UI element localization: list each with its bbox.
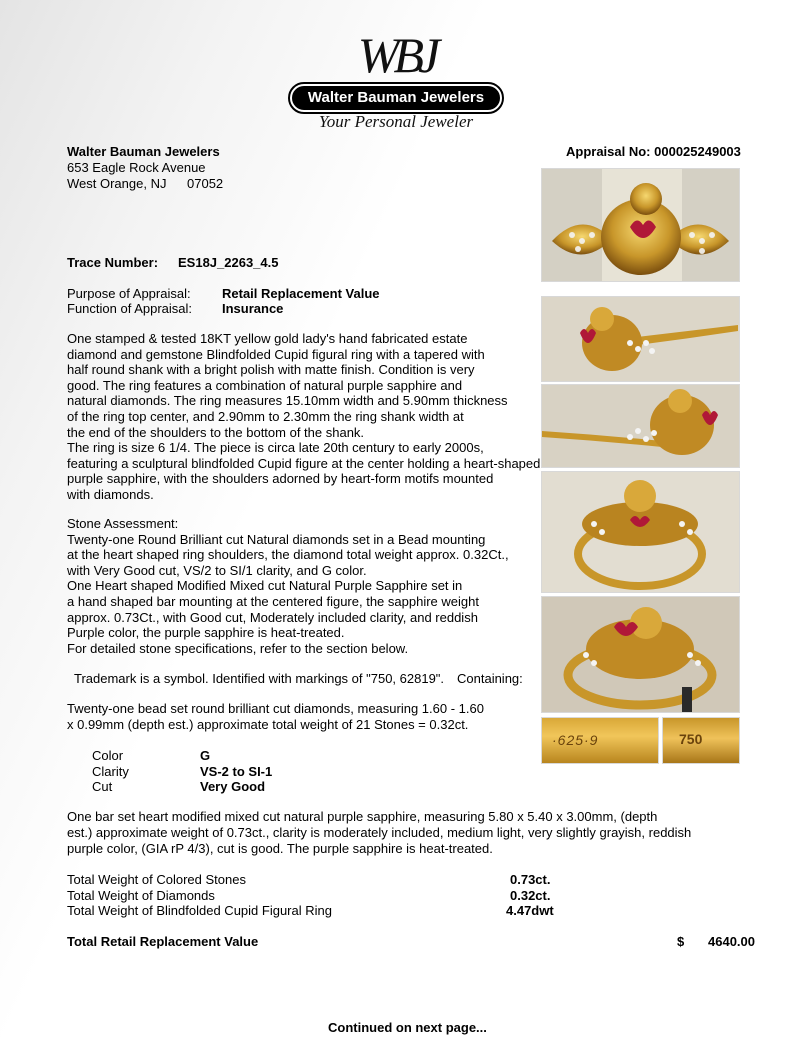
company-city-state: West Orange, NJ — [67, 176, 167, 191]
grade-value-color: G — [200, 748, 211, 763]
description-line: of the ring top center, and 2.90mm to 2.30mm the ring shank width at — [67, 408, 464, 424]
description-line: The ring is size 6 1/4. The piece is circa late 20th century to early 2000s, — [67, 440, 484, 456]
ring-top-illustration — [542, 472, 739, 592]
function-value: Insurance — [222, 301, 284, 316]
trace-label: Trace Number: — [67, 255, 159, 270]
sapphire-line: purple color, (GIA rP 4/3), cut is good. The purple sapphire is heat-treated. — [67, 841, 493, 856]
logo-name-bar: Walter Bauman Jewelers — [290, 84, 502, 112]
hallmark-photo-right — [662, 717, 740, 764]
logo-tagline: Your Personal Jeweler — [318, 112, 474, 131]
ring-front-illustration — [542, 169, 739, 281]
retail-value-label: Total Retail Replacement Value — [67, 934, 259, 949]
company-logo — [288, 28, 504, 136]
ring-description — [67, 331, 547, 503]
retail-currency: $ — [677, 934, 685, 949]
ring-photo-front — [541, 168, 740, 282]
total-colored-stones-label: Total Weight of Colored Stones — [67, 872, 246, 887]
ring-angled-illustration — [542, 597, 739, 712]
continued-notice: Continued on next page... — [328, 1020, 487, 1035]
logo-monogram: WBJ — [357, 27, 435, 83]
stone-assessment-line: For detailed stone specifications, refer to the section below. — [67, 640, 409, 656]
description-line: purple sapphire, with the shoulders adorned by heart-form motifs mounted — [67, 471, 494, 487]
description-line: One stamped & tested 18KT yellow gold lady's hand fabricated estate — [67, 331, 468, 346]
grade-label-cut: Cut — [92, 779, 113, 794]
containing-label: Containing: — [457, 671, 523, 686]
function-label: Function of Appraisal: — [67, 301, 193, 316]
stone-assessment-heading: Stone Assessment: — [67, 516, 179, 531]
stone-assessment-line: with Very Good cut, VS/2 to SI/1 clarity, and G color. — [67, 562, 367, 578]
stone-assessment — [67, 516, 537, 656]
ring-photo-top — [541, 471, 740, 593]
stone-assessment-line: approx. 0.73Ct., with Good cut, Moderately included clarity, and reddish — [67, 609, 478, 625]
description-line: featuring a sculptural blindfolded Cupid figure at the center holding a heart-shaped — [67, 455, 541, 471]
stone-assessment-line: One Heart shaped Modified Mixed cut Natural Purple Sapphire set in — [67, 578, 463, 594]
total-ring-weight-label: Total Weight of Blindfolded Cupid Figural Ring — [67, 903, 332, 918]
grade-value-clarity: VS-2 to SI-1 — [200, 764, 273, 779]
grade-label-clarity: Clarity — [92, 764, 129, 779]
description-line: with diamonds. — [67, 486, 154, 502]
company-address: 653 Eagle Rock Avenue — [67, 160, 206, 175]
hallmark-750-stamp: 750 — [679, 731, 703, 747]
total-diamonds-value: 0.32ct. — [510, 888, 551, 903]
stone-assessment-line: Twenty-one Round Brilliant cut Natural diamonds set in a Bead mounting — [67, 531, 486, 547]
grade-value-cut: Very Good — [200, 779, 266, 794]
company-name: Walter Bauman Jewelers — [67, 144, 220, 159]
description-line: the end of the shoulders to the bottom of the shank. — [67, 424, 365, 440]
sapphire-line: est.) approximate weight of 0.73ct., clarity is moderately included, medium light, very slightly grayish, reddish — [67, 825, 692, 840]
ring-photo-angled — [541, 596, 740, 713]
diamond-set-line: Twenty-one bead set round brilliant cut diamonds, measuring 1.60 - 1.60 — [67, 701, 484, 716]
stone-assessment-line: at the heart shaped ring shoulders, the diamond total weight approx. 0.32Ct., — [67, 547, 509, 563]
description-line: natural diamonds. The ring measures 15.10mm width and 5.90mm thickness — [67, 393, 508, 409]
company-zip: 07052 — [187, 176, 224, 191]
purpose-label: Purpose of Appraisal: — [67, 286, 191, 301]
ring-side-illustration — [542, 297, 739, 381]
purpose-value: Retail Replacement Value — [222, 286, 380, 301]
retail-amount: 4640.00 — [708, 934, 755, 949]
sapphire-line: One bar set heart modified mixed cut natural purple sapphire, measuring 5.80 x 5.40 x 3.00mm, (depth — [67, 809, 658, 824]
description-line: half round shank with a bright polish with matte finish. Condition is very — [67, 362, 475, 378]
trademark-text: Trademark is a symbol. Identified with markings of "750, 62819". — [74, 671, 445, 686]
ring-side-illustration — [542, 385, 739, 467]
description-line: good. The ring features a combination of natural purple sapphire and — [67, 377, 463, 393]
stone-assessment-line: Purple color, the purple sapphire is heat-treated. — [67, 625, 345, 641]
ring-photo-side-right — [541, 384, 740, 468]
total-colored-stones-value: 0.73ct. — [510, 872, 551, 887]
description-line: diamond and gemstone Blindfolded Cupid figural ring with a tapered with — [67, 346, 485, 362]
trace-value: ES18J_2263_4.5 — [178, 255, 279, 270]
grade-label-color: Color — [92, 748, 124, 763]
ring-photo-side-left — [541, 296, 740, 382]
total-diamonds-label: Total Weight of Diamonds — [67, 888, 215, 903]
appraisal-number: Appraisal No: 000025249003 — [566, 144, 741, 159]
hallmark-number-stamp: ·625·9 — [552, 732, 599, 748]
diamond-set-line: x 0.99mm (depth est.) approximate total weight of 21 Stones = 0.32ct. — [67, 717, 469, 732]
total-ring-weight-value: 4.47dwt — [506, 903, 554, 918]
hallmark-photo-left — [541, 717, 659, 764]
stone-assessment-line: a hand shaped bar mounting at the centered figure, the sapphire weight — [67, 593, 479, 609]
